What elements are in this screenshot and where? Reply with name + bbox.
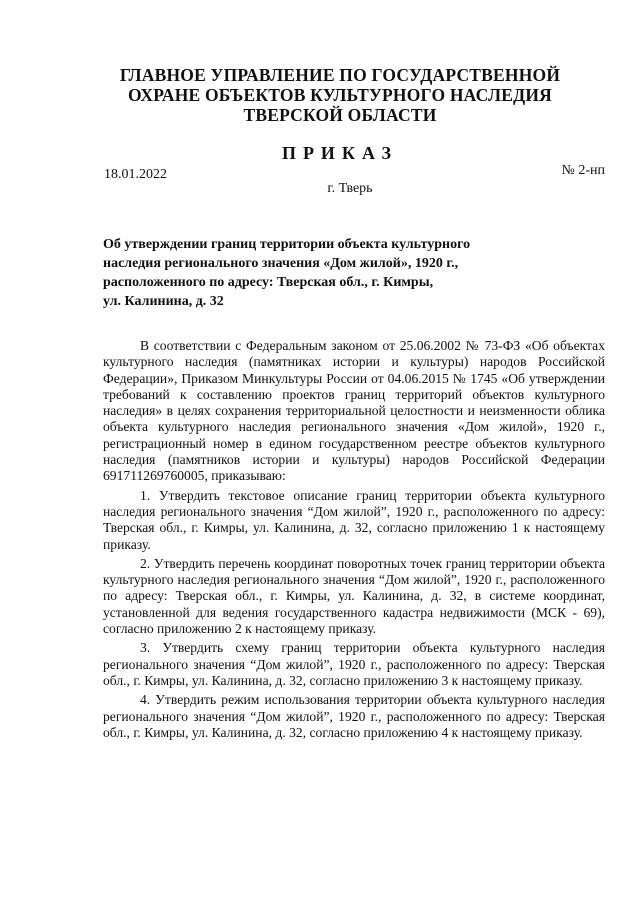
issuing-authority-header [60, 65, 620, 125]
order-city: г. Тверь [327, 181, 373, 196]
subject-line-3: расположенного по адресу: Тверская обл., г. Кимры, [103, 275, 434, 290]
order-subject [103, 235, 523, 311]
subject-line-1: Об утверждении границ территории объекта культурного [103, 237, 471, 252]
order-title: ПРИКАЗ [281, 143, 399, 163]
order-item-3: 3. Утвердить схему границ территории объекта культурного наследия регионального значения “Дом жилой”, 1920 г., расположенного по адресу: Тверская обл., г. Кимры, ул. Калинина, д. 32, согласно приложению 3 к настоящему приказу. [103, 640, 605, 688]
order-item-2: 2. Утвердить перечень координат поворотных точек границ территории объекта культурного наследия регионального значения “Дом жилой”, 1920 г., расположенного по адресу: Тверская обл., г. Кимры, ул. Калинина, д. 32, в системе координат, установленной для ведения государственного кадастра недвижимости (МСК - 69), согласно приложению 2 к настоящему приказу. [103, 555, 605, 637]
order-date: 18.01.2022 [104, 167, 167, 182]
preamble-paragraph: В соответствии с Федеральным законом от 25.06.2002 № 73-ФЗ «Об объектах культурного наследия (памятниках истории и культуры) народов Российской Федерации», Приказом Минкультуры России от 04.06.2015 № 1745 «Об утверждении требований к составлению проектов границ территорий объектов культурного наследия» в целях сохранения территориальной целостности и неизменности облика объекта культурного наследия регионального значения «Дом жилой», 1920 г., регистрационный номер в едином государственном реестре объектов культурного наследия (памятников истории и культуры) народов Российской Федерации 691711269760005, приказываю: [103, 338, 605, 484]
order-number: № 2-нп [561, 163, 605, 178]
order-item-4: 4. Утвердить режим использования территории объекта культурного наследия регионального значения “Дом жилой”, 1920 г., расположенного по адресу: Тверская обл., г. Кимры, ул. Калинина, д. 32, согласно приложению 4 к настоящему приказу. [103, 692, 605, 740]
subject-line-2: наследия регионального значения «Дом жилой», 1920 г., [103, 256, 459, 271]
header-line-2: ОХРАНЕ ОБЪЕКТОВ КУЛЬТУРНОГО НАСЛЕДИЯ [127, 85, 553, 105]
order-body [103, 338, 605, 744]
order-item-1: 1. Утвердить текстовое описание границ территории объекта культурного наследия регионального значения “Дом жилой”, 1920 г., расположенного по адресу: Тверская обл., г. Кимры, ул. Калинина, д. 32, согласно приложению 1 к настоящему приказу. [103, 487, 605, 552]
subject-line-4: ул. Калинина, д. 32 [103, 294, 224, 309]
header-line-3: ТВЕРСКОЙ ОБЛАСТИ [243, 105, 437, 125]
header-line-1: ГЛАВНОЕ УПРАВЛЕНИЕ ПО ГОСУДАРСТВЕННОЙ [119, 65, 561, 85]
